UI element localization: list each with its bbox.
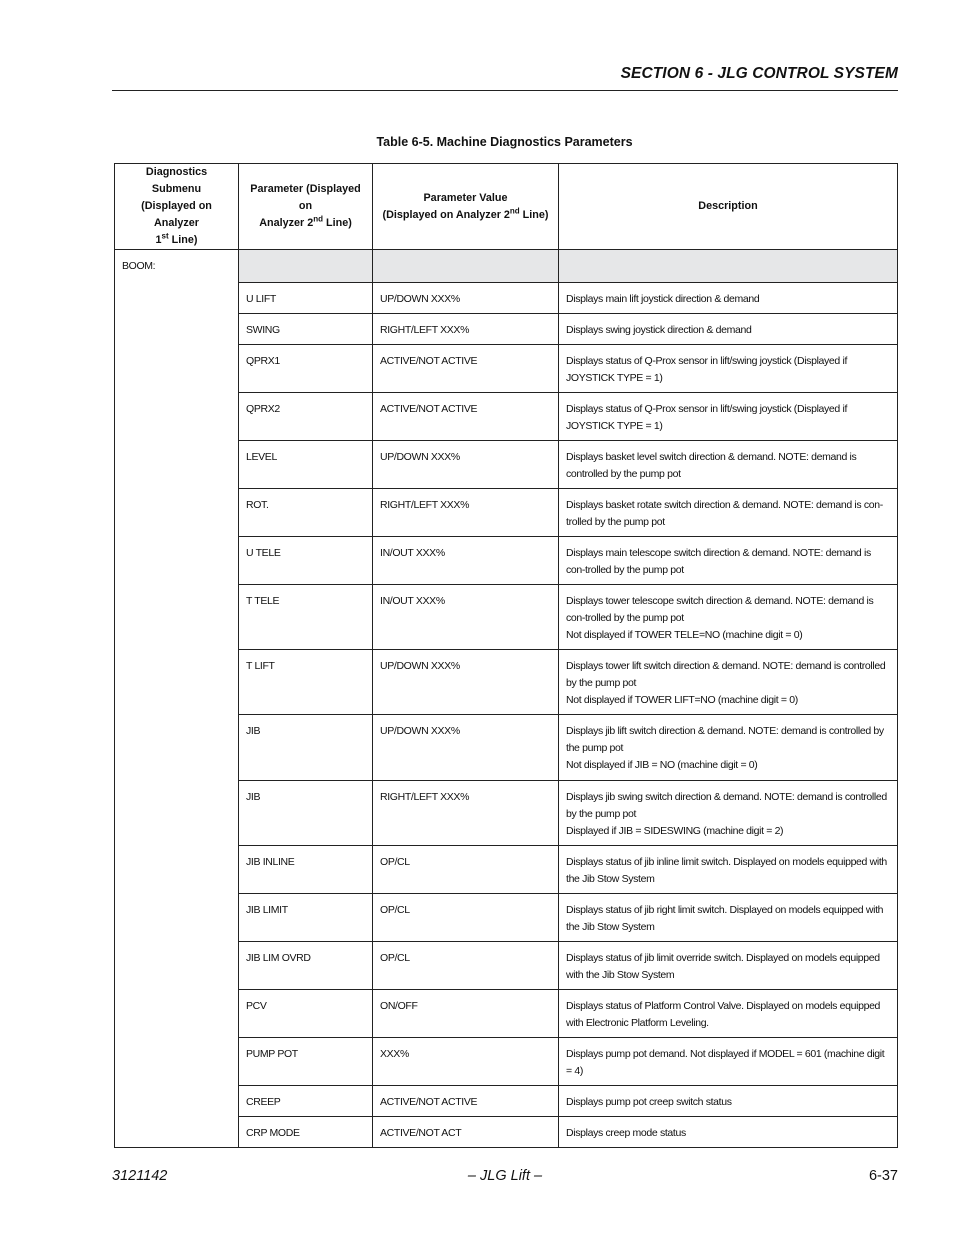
- parameter-value-cell: XXX%: [373, 1038, 559, 1086]
- description-line: Displays main telescope switch direction & demand. NOTE: demand is con-trolled by the pump pot: [566, 547, 871, 576]
- description-cell: [559, 894, 898, 942]
- parameter-cell: T TELE: [239, 585, 373, 650]
- description-line: Displays pump pot creep switch status: [566, 1096, 732, 1108]
- parameter-cell: U TELE: [239, 537, 373, 585]
- parameter-value-cell: UP/DOWN XXX%: [373, 715, 559, 781]
- parameter-value-cell: IN/OUT XXX%: [373, 585, 559, 650]
- table-header-row: [115, 164, 898, 250]
- parameter-cell: CRP MODE: [239, 1117, 373, 1148]
- parameter-cell: U LIFT: [239, 283, 373, 314]
- parameter-value-cell: UP/DOWN XXX%: [373, 441, 559, 489]
- description-cell: [559, 345, 898, 393]
- description-line: Displays status of Platform Control Valve. Displayed on models equipped with Electronic Platform Leveling.: [566, 1000, 881, 1029]
- parameter-value-cell: UP/DOWN XXX%: [373, 650, 559, 715]
- diagnostics-table: [114, 163, 898, 1148]
- description-cell: [559, 1038, 898, 1086]
- parameter-value-cell: OP/CL: [373, 942, 559, 990]
- shaded-cell: [239, 250, 373, 283]
- description-cell: [559, 990, 898, 1038]
- description-line: Displays basket rotate switch direction & demand. NOTE: demand is con-trolled by the pump pot: [566, 499, 883, 528]
- table-caption: Table 6-5. Machine Diagnostics Parameters: [376, 135, 633, 149]
- description-cell: [559, 846, 898, 894]
- description-line: Displays status of Q-Prox sensor in lift/swing joystick (Displayed if JOYSTICK TYPE = 1): [566, 355, 848, 384]
- parameter-cell: PUMP POT: [239, 1038, 373, 1086]
- parameter-cell: JIB LIMIT: [239, 894, 373, 942]
- description-cell: [559, 393, 898, 441]
- description-cell: [559, 1086, 898, 1117]
- parameter-cell: QPRX1: [239, 345, 373, 393]
- header-diagnostics-submenu: Diagnostics Submenu (Displayed on Analyzer 1st Line): [115, 164, 239, 250]
- parameter-value-cell: UP/DOWN XXX%: [373, 283, 559, 314]
- description-cell: [559, 942, 898, 990]
- parameter-value-cell: OP/CL: [373, 894, 559, 942]
- parameter-value-cell: ACTIVE/NOT ACTIVE: [373, 345, 559, 393]
- parameter-cell: JIB INLINE: [239, 846, 373, 894]
- description-cell: [559, 585, 898, 650]
- section-title: SECTION 6 - JLG CONTROL SYSTEM: [620, 65, 898, 82]
- parameter-value-cell: ACTIVE/NOT ACTIVE: [373, 1086, 559, 1117]
- description-line: Displayed if JIB = SIDESWING (machine digit = 2): [566, 825, 784, 837]
- description-line: Displays tower telescope switch direction & demand. NOTE: demand is con-trolled by the pump pot: [566, 595, 874, 624]
- parameter-cell: JIB: [239, 781, 373, 846]
- document-number: 3121142: [112, 1168, 168, 1184]
- parameter-cell: SWING: [239, 314, 373, 345]
- page-number: 6-37: [868, 1168, 898, 1184]
- description-line: Displays pump pot demand. Not displayed if MODEL = 601 (machine digit = 4): [566, 1048, 885, 1077]
- description-cell: [559, 283, 898, 314]
- description-line: Displays jib swing switch direction & demand. NOTE: demand is controlled by the pump pot: [566, 791, 887, 820]
- parameter-cell: T LIFT: [239, 650, 373, 715]
- description-line: Not displayed if TOWER TELE=NO (machine digit = 0): [566, 629, 803, 641]
- description-cell: [559, 314, 898, 345]
- header-parameter-value: Parameter Value (Displayed on Analyzer 2nd Line): [373, 164, 559, 250]
- description-line: Displays basket level switch direction & demand. NOTE: demand is controlled by the pump pot: [566, 451, 857, 480]
- description-line: Not displayed if TOWER LIFT=NO (machine digit = 0): [566, 694, 798, 706]
- description-cell: [559, 489, 898, 537]
- description-cell: [559, 537, 898, 585]
- submenu-cell: BOOM:: [115, 250, 239, 1148]
- description-line: Displays status of jib limit override switch. Displayed on models equipped with the Jib Stow System: [566, 952, 880, 981]
- parameter-cell: JIB: [239, 715, 373, 781]
- parameter-value-cell: RIGHT/LEFT XXX%: [373, 781, 559, 846]
- description-cell: [559, 715, 898, 781]
- description-line: Displays jib lift switch direction & demand. NOTE: demand is controlled by the pump pot: [566, 725, 884, 754]
- parameter-cell: ROT.: [239, 489, 373, 537]
- description-line: Displays status of jib right limit switch. Displayed on models equipped with the Jib Stow System: [566, 904, 884, 933]
- shaded-cell: [559, 250, 898, 283]
- parameter-value-cell: ACTIVE/NOT ACTIVE: [373, 393, 559, 441]
- parameter-value-cell: IN/OUT XXX%: [373, 537, 559, 585]
- description-cell: [559, 650, 898, 715]
- parameter-cell: JIB LIM OVRD: [239, 942, 373, 990]
- submenu-row: [115, 250, 898, 283]
- parameter-cell: PCV: [239, 990, 373, 1038]
- footer-center-text: – JLG Lift –: [467, 1168, 543, 1184]
- parameter-cell: LEVEL: [239, 441, 373, 489]
- description-line: Displays status of jib inline limit switch. Displayed on models equipped with the Jib Stow System: [566, 856, 887, 885]
- parameter-value-cell: ON/OFF: [373, 990, 559, 1038]
- description-line: Displays tower lift switch direction & demand. NOTE: demand is controlled by the pump pot: [566, 660, 886, 689]
- shaded-cell: [373, 250, 559, 283]
- header-description: Description: [559, 164, 898, 250]
- description-cell: [559, 1117, 898, 1148]
- description-line: Displays swing joystick direction & demand: [566, 324, 752, 336]
- description-line: Displays main lift joystick direction & demand: [566, 293, 760, 305]
- parameter-value-cell: RIGHT/LEFT XXX%: [373, 314, 559, 345]
- parameter-value-cell: RIGHT/LEFT XXX%: [373, 489, 559, 537]
- parameter-value-cell: ACTIVE/NOT ACT: [373, 1117, 559, 1148]
- parameter-cell: QPRX2: [239, 393, 373, 441]
- description-cell: [559, 441, 898, 489]
- description-line: Displays status of Q-Prox sensor in lift/swing joystick (Displayed if JOYSTICK TYPE = 1): [566, 403, 848, 432]
- parameter-cell: CREEP: [239, 1086, 373, 1117]
- description-line: Not displayed if JIB = NO (machine digit = 0): [566, 759, 758, 771]
- page-header: [112, 64, 898, 91]
- description-cell: [559, 781, 898, 846]
- header-parameter: Parameter (Displayed on Analyzer 2nd Line): [239, 164, 373, 250]
- parameter-value-cell: OP/CL: [373, 846, 559, 894]
- description-line: Displays creep mode status: [566, 1127, 686, 1139]
